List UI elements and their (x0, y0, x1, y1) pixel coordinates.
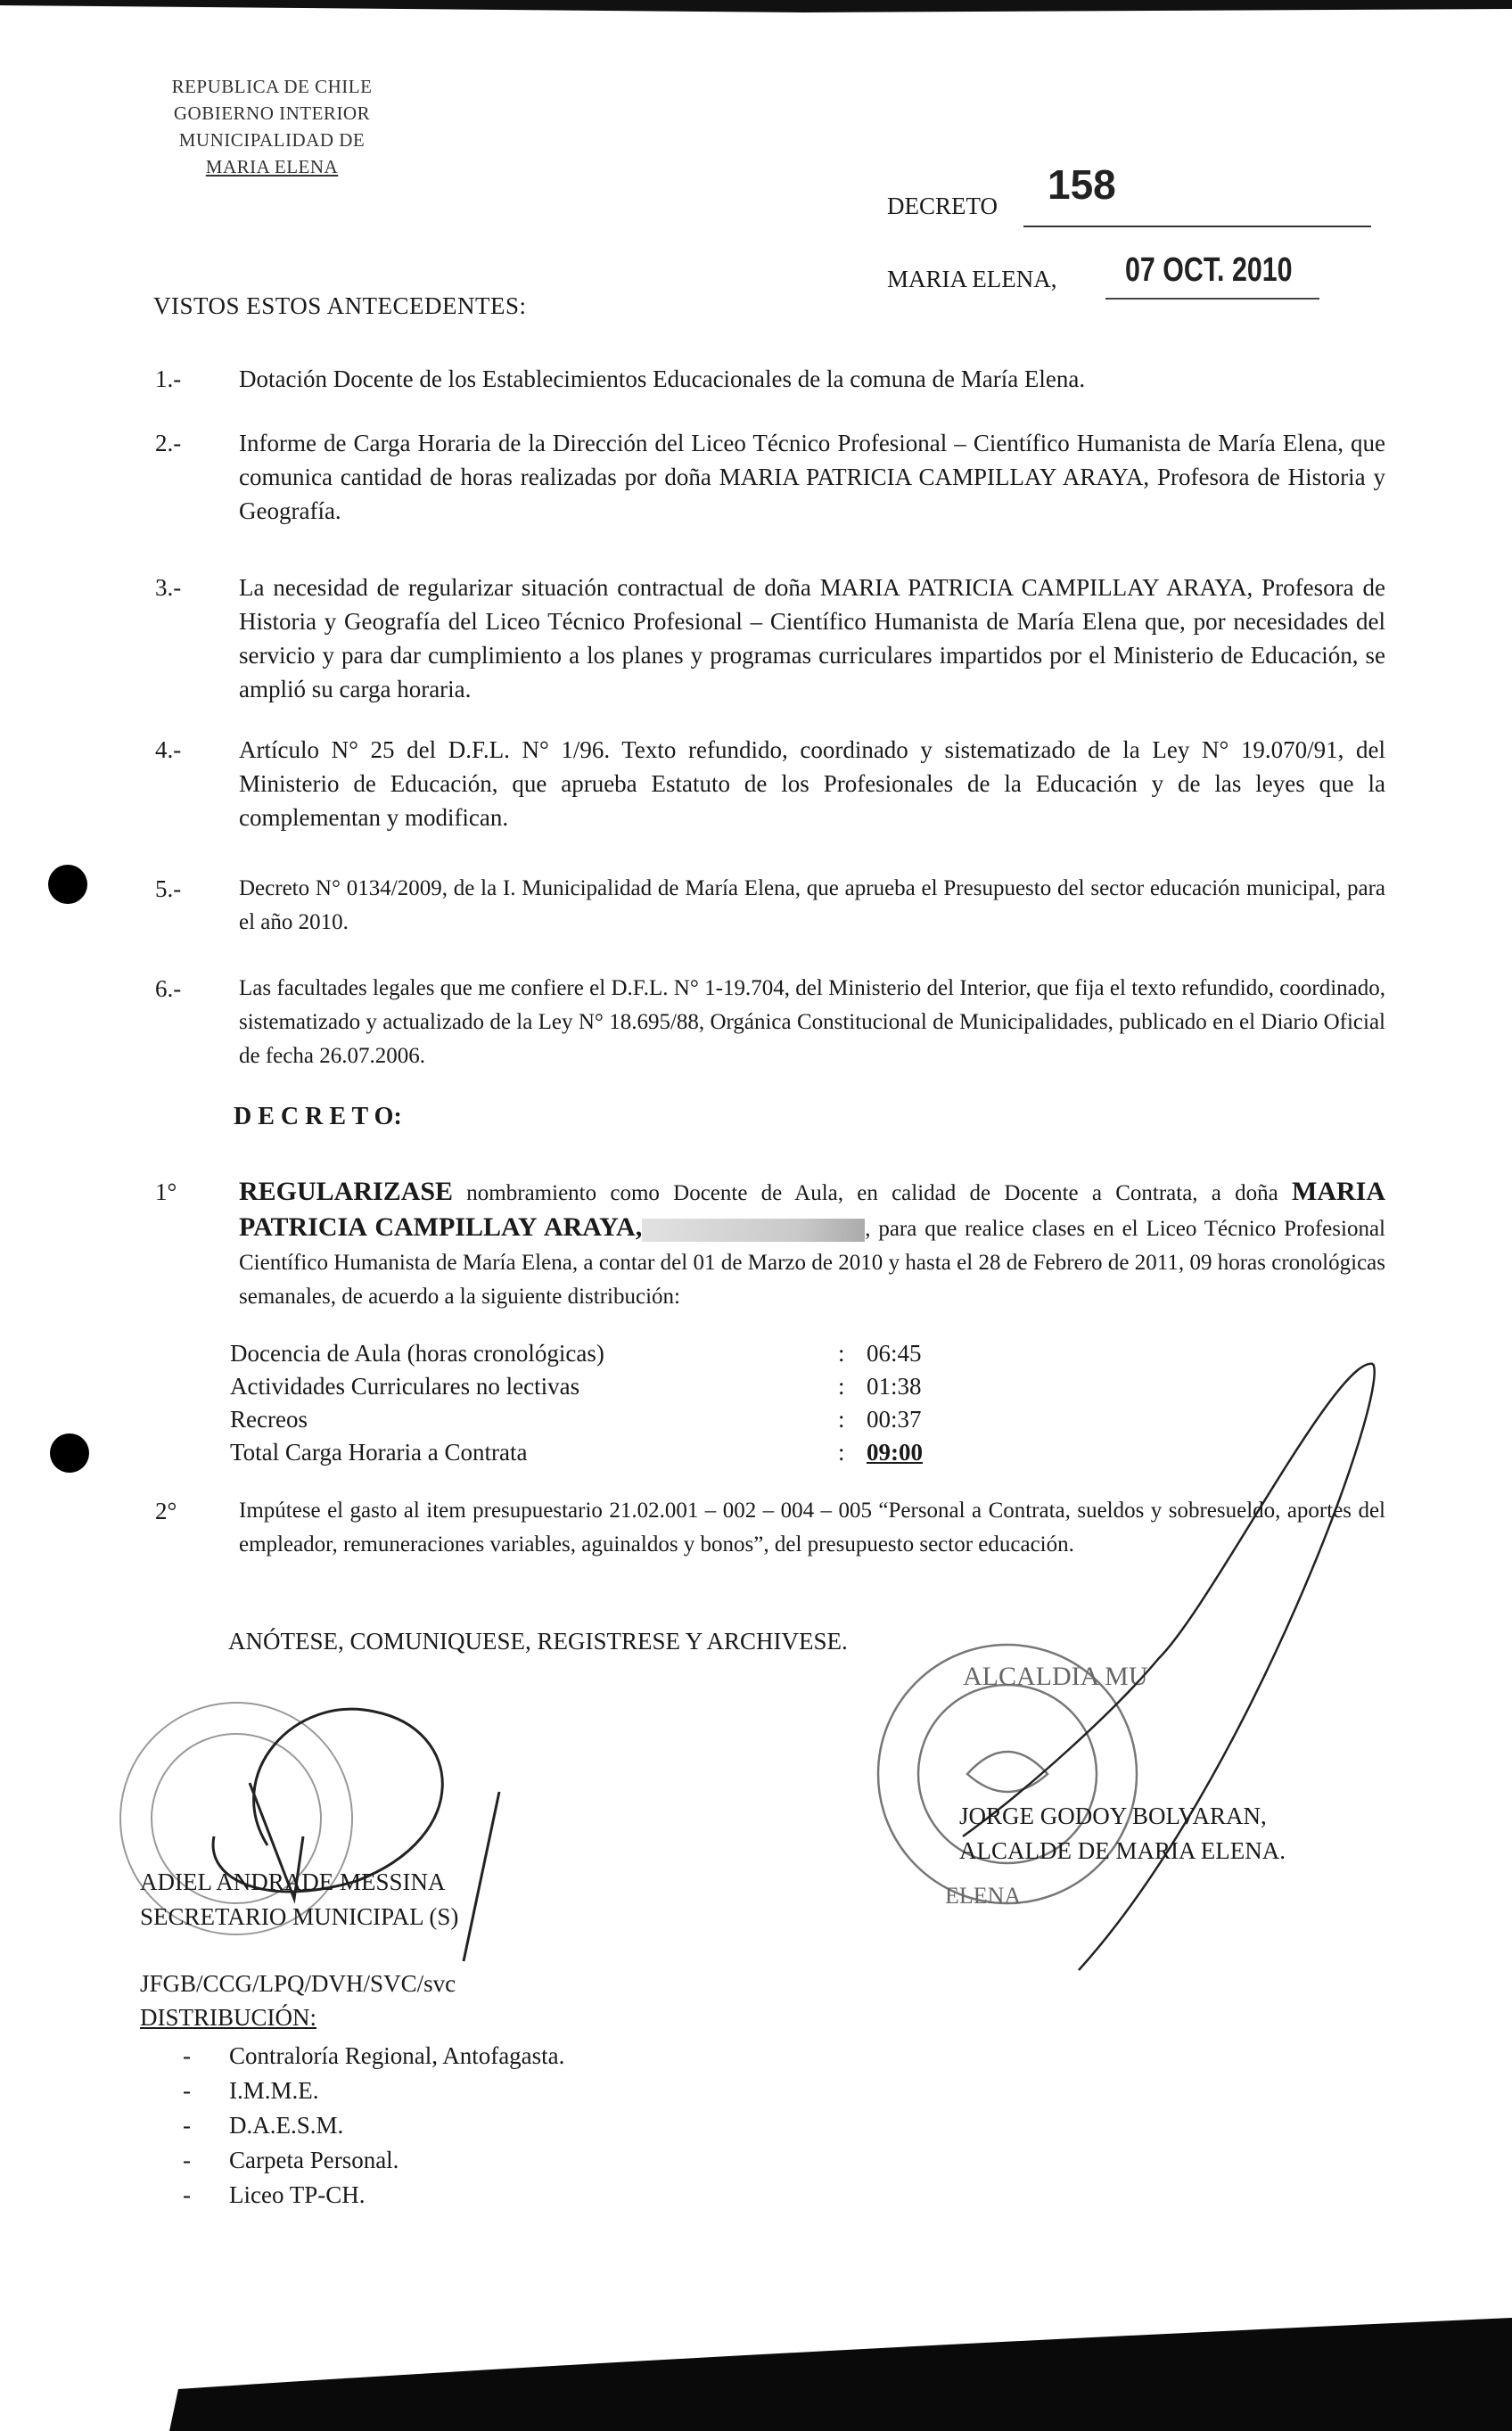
item-number: 5.- (155, 875, 182, 902)
dist-dash: - (183, 2181, 191, 2208)
mayor-name: JORGE GODOY BOLVARAN, (959, 1803, 1267, 1829)
vistos-title: VISTOS ESTOS ANTECEDENTES: (153, 292, 527, 319)
article-1-part-a: nombramiento como Docente de Aula, en calidad de Docente a Contrata, a doña (453, 1181, 1292, 1205)
distribution-item: Liceo TP-CH. (229, 2181, 366, 2208)
article-1-lead: REGULARIZASE (239, 1177, 454, 1206)
item-text: Las facultades legales que me confiere el D.F.L. N° 1-19.704, del Ministerio del Interior, que fija el texto refundido, coordinado, sistematizado y actualizado de la Ley N° 18.695/88, Orgánica Constitucional de Municipalidades, publicado en el Diario Oficial de fecha 26.07.2006. (239, 976, 1385, 1068)
dist-dash: - (183, 2147, 191, 2173)
row-value: 01:38 (867, 1373, 922, 1400)
decree-number-line (1023, 226, 1371, 227)
letterhead-line: GOBIERNO INTERIOR (173, 103, 371, 124)
stamp-text-elena: ELENA (945, 1883, 1022, 1909)
article-number: 2° (155, 1498, 177, 1524)
top-scan-edge (0, 0, 1512, 12)
item-text: La necesidad de regularizar situación contractual de doña MARIA PATRICIA CAMPILLAY ARAYA, Profesora de Historia y Geografía del Liceo Técnico Profesional – Científico Humanista de María Elena que, por necesidades del servicio y para dar cumplimiento a los planes y programas curriculares impartidos por el Ministerio de Educación, se amplió su carga horaria. (239, 574, 1385, 702)
letterhead-line: MARIA ELENA (205, 156, 339, 177)
row-value: 06:45 (867, 1340, 922, 1367)
letterhead-line: REPUBLICA DE CHILE (171, 76, 373, 97)
binder-hole-top (48, 865, 87, 904)
stamp-text-alcaldia: ALCALDIA MU (963, 1662, 1148, 1691)
teacher-name: MARIA PATRICIA CAMPILLAY ARAYA, (239, 1177, 1385, 1242)
article-number: 1° (155, 1179, 177, 1205)
dist-dash: - (183, 2112, 191, 2139)
place-label: MARIA ELENA, (887, 266, 1057, 292)
row-label: Actividades Curriculares no lectivas (230, 1373, 580, 1400)
distribution-item: Contraloría Regional, Antofagasta. (229, 2042, 565, 2069)
item-number: 6.- (155, 975, 182, 1002)
row-colon: : (838, 1340, 845, 1367)
decree-number: 158 (1048, 161, 1116, 208)
distribution-item: Carpeta Personal. (229, 2147, 399, 2173)
dist-dash: - (183, 2077, 191, 2104)
binder-hole-bottom (50, 1433, 89, 1473)
item-number: 1.- (155, 365, 182, 392)
item-number: 4.- (155, 736, 182, 763)
distribution-item: I.M.M.E. (229, 2077, 319, 2104)
mayor-title: ALCALDE DE MARIA ELENA. (959, 1837, 1286, 1864)
article-1-part-b: , para que realice clases en el Liceo Técnico Profesional Científico Humanista de María Elena, a contar del 01 de Marzo de 2010 y hasta el 28 de Febrero de 2011, 09 horas cronológicas semanales, de acuerdo a la siguiente distribución: (239, 1217, 1385, 1309)
decree-label: DECRETO (887, 193, 998, 219)
item-text: Artículo N° 25 del D.F.L. N° 1/96. Texto refundido, coordinado y sistematizado de la Ley N° 19.070/91, del Ministerio de Educación, que aprueba Estatuto de los Profesionales de la Educación y de las leyes que la complementan y modifican. (239, 736, 1385, 831)
article-2-text: Impútese el gasto al item presupuestario 21.02.001 – 002 – 004 – 005 “Personal a Contrata, sueldos y sobresueldo, aportes del empleador, remuneraciones variables, aguinaldos y bonos”, del presupuesto sector educación. (239, 1499, 1385, 1556)
row-colon: : (838, 1406, 845, 1433)
row-label: Docencia de Aula (horas cronológicas) (230, 1340, 604, 1367)
closing-formula: ANÓTESE, COMUNIQUESE, REGISTRESE Y ARCHIVESE. (228, 1628, 848, 1655)
row-colon: : (838, 1439, 845, 1466)
item-text: Dotación Docente de los Establecimientos Educacionales de la comuna de María Elena. (239, 365, 1086, 392)
row-label: Recreos (230, 1406, 308, 1433)
item-number: 2.- (155, 430, 182, 456)
distribution-item: D.A.E.S.M. (229, 2112, 344, 2139)
item-text: Informe de Carga Horaria de la Dirección del Liceo Técnico Profesional – Científico Humanista de María Elena, que comunica cantidad de horas realizadas por doña MARIA PATRICIA CAMPILLAY ARAYA, Profesora de Historia y Geografía. (239, 430, 1385, 524)
dist-dash: - (183, 2042, 191, 2069)
item-number: 3.- (155, 574, 182, 601)
letterhead (134, 73, 410, 180)
row-value: 00:37 (867, 1406, 922, 1433)
redacted-id (642, 1219, 865, 1242)
date-line (1105, 298, 1319, 300)
distribution-title: DISTRIBUCIÓN: (140, 2004, 317, 2031)
row-label: Total Carga Horaria a Contrata (230, 1439, 528, 1466)
initials: JFGB/CCG/LPQ/DVH/SVC/svc (140, 1970, 456, 1997)
secretary-title: SECRETARIO MUNICIPAL (S) (140, 1903, 459, 1930)
row-colon: : (838, 1373, 845, 1400)
article-1-text (239, 1175, 1385, 1314)
secretary-name: ADIEL ANDRADE MESSINA (140, 1868, 446, 1895)
bottom-scan-edge (169, 2318, 1512, 2431)
decreto-title: D E C R E T O: (234, 1103, 402, 1130)
decree-date: 07 OCT. 2010 (1125, 251, 1293, 289)
item-text: Decreto N° 0134/2009, de la I. Municipalidad de María Elena, que aprueba el Presupuesto del sector educación municipal, para el año 2010. (239, 876, 1385, 934)
letterhead-line: MUNICIPALIDAD DE (178, 129, 366, 151)
row-value: 09:00 (867, 1439, 923, 1466)
